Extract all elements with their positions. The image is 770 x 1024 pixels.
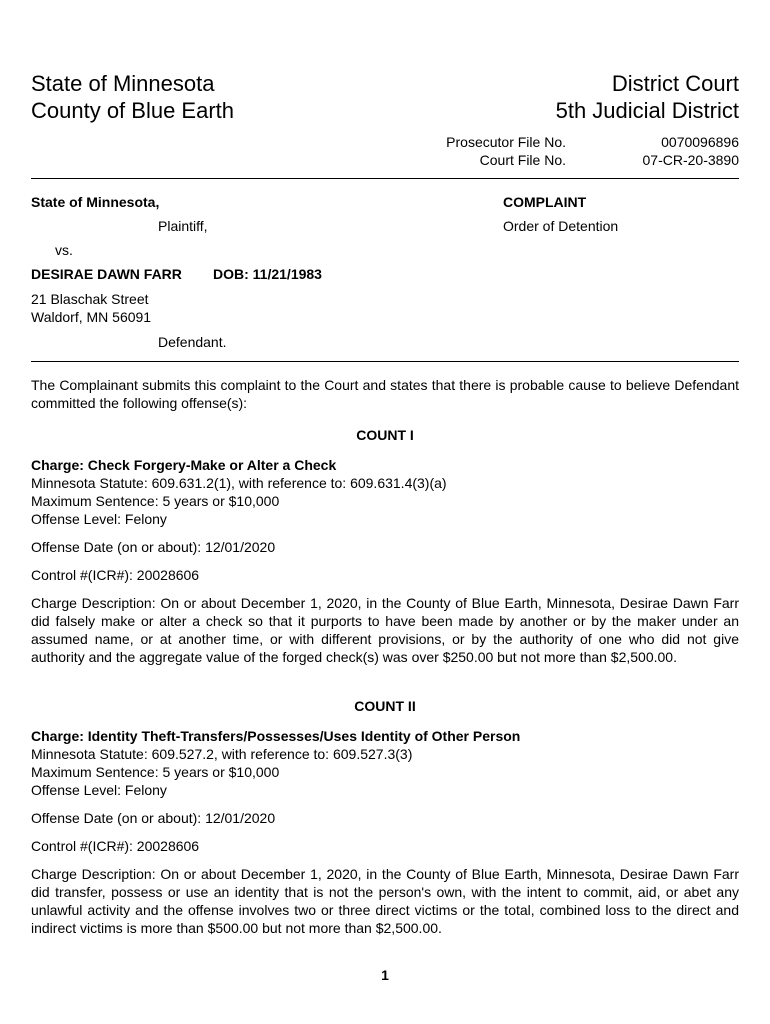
document-title: COMPLAINT bbox=[503, 194, 587, 210]
count-heading: COUNT II bbox=[354, 698, 416, 714]
judicial-district: 5th Judicial District bbox=[555, 98, 739, 123]
charge-description: Charge Description: On or about December 1, 2020, in the County of Blue Earth, Minnesota, Desirae Dawn Farr did transfer, possess or use an identity that is not the person's own, with the intent to commit, aid, or abet any unlawful activity and the offense involves two or three direct victims or the total, combined loss to the direct and indirect victims is more than $500.00 but not more than $2,500.00. bbox=[31, 866, 739, 936]
max-sentence: Maximum Sentence: 5 years or $10,000 bbox=[31, 764, 280, 780]
document-subtitle: Order of Detention bbox=[503, 218, 619, 234]
intro-paragraph: The Complainant submits this complaint to the Court and states that there is probable cause to believe Defendant committed the following offense(s): bbox=[31, 377, 739, 411]
offense-date: Offense Date (on or about): 12/01/2020 bbox=[31, 539, 276, 555]
prosecutor-file-label: Prosecutor File No. bbox=[446, 134, 566, 150]
jurisdiction-block bbox=[31, 70, 234, 124]
count-details bbox=[31, 727, 739, 799]
plaintiff-role: Plaintiff, bbox=[158, 218, 208, 234]
court-file-value: 07-CR-20-3890 bbox=[642, 152, 739, 168]
court-name: District Court bbox=[611, 71, 739, 96]
defendant-dob: DOB: 11/21/1983 bbox=[213, 266, 322, 282]
divider-top bbox=[31, 178, 739, 179]
charge-title: Charge: Identity Theft-Transfers/Possesses/Uses Identity of Other Person bbox=[31, 728, 521, 744]
offense-level: Offense Level: Felony bbox=[31, 782, 167, 798]
offense-level: Offense Level: Felony bbox=[31, 511, 167, 527]
defendant-role: Defendant. bbox=[158, 334, 227, 350]
count-details bbox=[31, 456, 739, 528]
max-sentence: Maximum Sentence: 5 years or $10,000 bbox=[31, 493, 280, 509]
offense-date: Offense Date (on or about): 12/01/2020 bbox=[31, 810, 276, 826]
divider-bottom bbox=[31, 361, 739, 362]
address-line-2: Waldorf, MN 56091 bbox=[31, 309, 152, 325]
page-number: 1 bbox=[381, 967, 389, 983]
statute: Minnesota Statute: 609.527.2, with reference to: 609.527.3(3) bbox=[31, 746, 413, 762]
charge-title: Charge: Check Forgery-Make or Alter a Check bbox=[31, 457, 337, 473]
document-page bbox=[31, 0, 739, 1024]
defendant-name: DESIRAE DAWN FARR bbox=[31, 266, 182, 282]
court-file-label: Court File No. bbox=[479, 152, 566, 168]
charge-description: Charge Description: On or about December 1, 2020, in the County of Blue Earth, Minnesota, Desirae Dawn Farr did falsely make or alter a check so that it purports to have been made by another or by the maker under an assumed name, or at another time, or with different provisions, or by the authority of one who did not give authority and the aggregate value of the forged check(s) was over $250.00 but not more than $2,500.00. bbox=[31, 595, 739, 665]
statute: Minnesota Statute: 609.631.2(1), with reference to: 609.631.4(3)(a) bbox=[31, 475, 447, 491]
plaintiff-name: State of Minnesota, bbox=[31, 194, 160, 210]
court-block bbox=[556, 70, 739, 124]
versus-label: vs. bbox=[55, 242, 73, 258]
prosecutor-file-value: 0070096896 bbox=[661, 134, 739, 150]
county-name: County of Blue Earth bbox=[31, 98, 235, 123]
count-heading: COUNT I bbox=[356, 427, 414, 443]
state-name: State of Minnesota bbox=[31, 71, 215, 96]
control-number: Control #(ICR#): 20028606 bbox=[31, 838, 200, 854]
control-number: Control #(ICR#): 20028606 bbox=[31, 567, 200, 583]
address-line-1: 21 Blaschak Street bbox=[31, 291, 149, 307]
file-numbers bbox=[436, 133, 739, 169]
